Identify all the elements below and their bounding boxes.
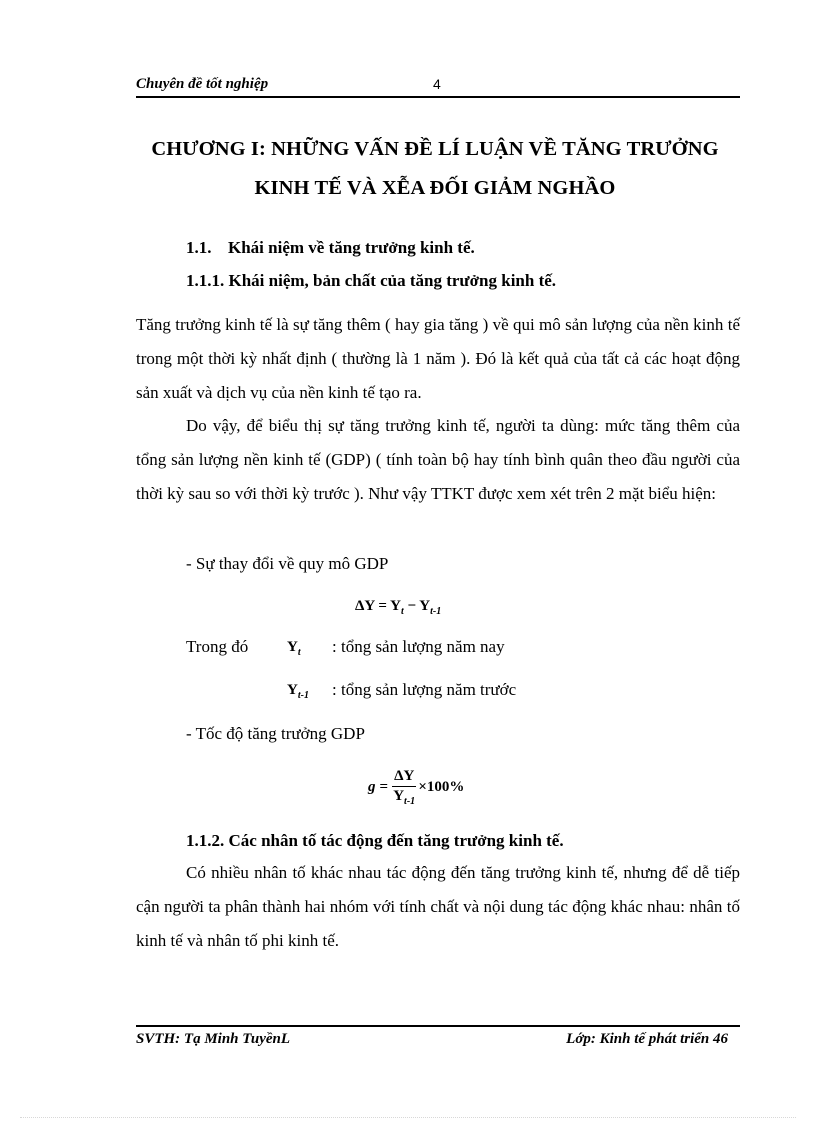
variable-yt-description: : tổng sản lượng năm nay [332, 637, 505, 656]
paragraph-measurement: Do vậy, để biểu thị sự tăng trưởng kinh tế, người ta dùng: mức tăng thêm của tổng sản lượng nền kinh tế (GDP) ( tính toàn bộ hay tính bình quân theo đầu người của thời kỳ sau so với thời kỳ trước ). Như vậy TTKT được xem xét trên 2 mặt biểu hiện: [136, 416, 740, 503]
chapter-title-line1: CHƯƠNG I: NHỮNG VẤN ĐỀ LÍ LUẬN VỀ TĂNG TRƯỞNG [151, 138, 719, 160]
formula-delta-y [355, 598, 441, 617]
page-footer [136, 1025, 740, 1051]
formula-delta-y-minus: − Y [403, 598, 431, 614]
fraction-denominator-subscript: t-1 [404, 796, 416, 807]
formula-times-100: ×100% [418, 779, 465, 795]
formula-growth-rate [368, 768, 464, 807]
formula-fraction [392, 768, 416, 807]
fraction-denominator-symbol: Y [393, 788, 405, 804]
variable-yt1-subscript: t-1 [297, 690, 309, 701]
footer-class: Lớp: Kinh tế phát triển 46 [566, 1031, 728, 1047]
section-number: 1.1. [186, 238, 212, 257]
section-heading-1-1-1: 1.1.1. Khái niệm, bản chất của tăng trưởng kinh tế. [186, 271, 557, 290]
variable-yt-symbol: Y [287, 639, 298, 655]
variable-yt [287, 639, 301, 658]
fraction-numerator: ΔY [392, 768, 416, 787]
page-number: 4 [433, 76, 441, 92]
formula-subscript-t: t [401, 606, 404, 617]
variable-yt1-description: : tổng sản lượng năm trước [332, 680, 517, 699]
header-title: Chuyên đề tốt nghiệp [136, 76, 269, 92]
variable-yt-subscript: t [297, 647, 301, 658]
section-heading-1-1-2: 1.1.2. Các nhân tố tác động đến tăng trưởng kinh tế. [186, 831, 564, 850]
page-header [136, 76, 740, 98]
footer-student: SVTH: Tạ Minh TuyềnL [136, 1031, 291, 1047]
section-title: Khái niệm về tăng trưởng kinh tế. [228, 238, 475, 257]
section-heading-1-1 [186, 238, 475, 258]
where-label: Trong đó [186, 637, 249, 656]
bullet-gdp-growth-rate: - Tốc độ tăng trưởng GDP [186, 724, 365, 743]
formula-equals: = [379, 779, 389, 795]
formula-delta-y-lhs: ΔY = Y [355, 598, 402, 614]
formula-g-symbol: g [368, 779, 376, 795]
variable-yt1 [287, 682, 309, 701]
variable-yt1-symbol: Y [287, 682, 298, 698]
chapter-title-line2: KINH TẾ VÀ XỄA ĐỐI GIẢM NGHẦO [254, 177, 616, 199]
page-edge-divider [20, 1117, 796, 1118]
chapter-title [120, 130, 750, 208]
formula-subscript-t-1: t-1 [430, 606, 442, 617]
paragraph-definition: Tăng trưởng kinh tế là sự tăng thêm ( hay gia tăng ) về qui mô sản lượng của nền kinh tế trong một thời kỳ nhất định ( thường là 1 năm ). Đó là kết quả của tất cả các hoạt động sản xuất và dịch vụ của nền kinh tế tạo ra. [136, 315, 740, 402]
fraction-denominator [393, 787, 415, 807]
bullet-gdp-scale: - Sự thay đổi về quy mô GDP [186, 554, 389, 573]
paragraph-factors: Có nhiều nhân tố khác nhau tác động đến tăng trưởng kinh tế, nhưng để dễ tiếp cận người ta phân thành hai nhóm với tính chất và nội dung tác động khác nhau: nhân tố kinh tế và nhân tố phi kinh tế. [136, 863, 740, 950]
